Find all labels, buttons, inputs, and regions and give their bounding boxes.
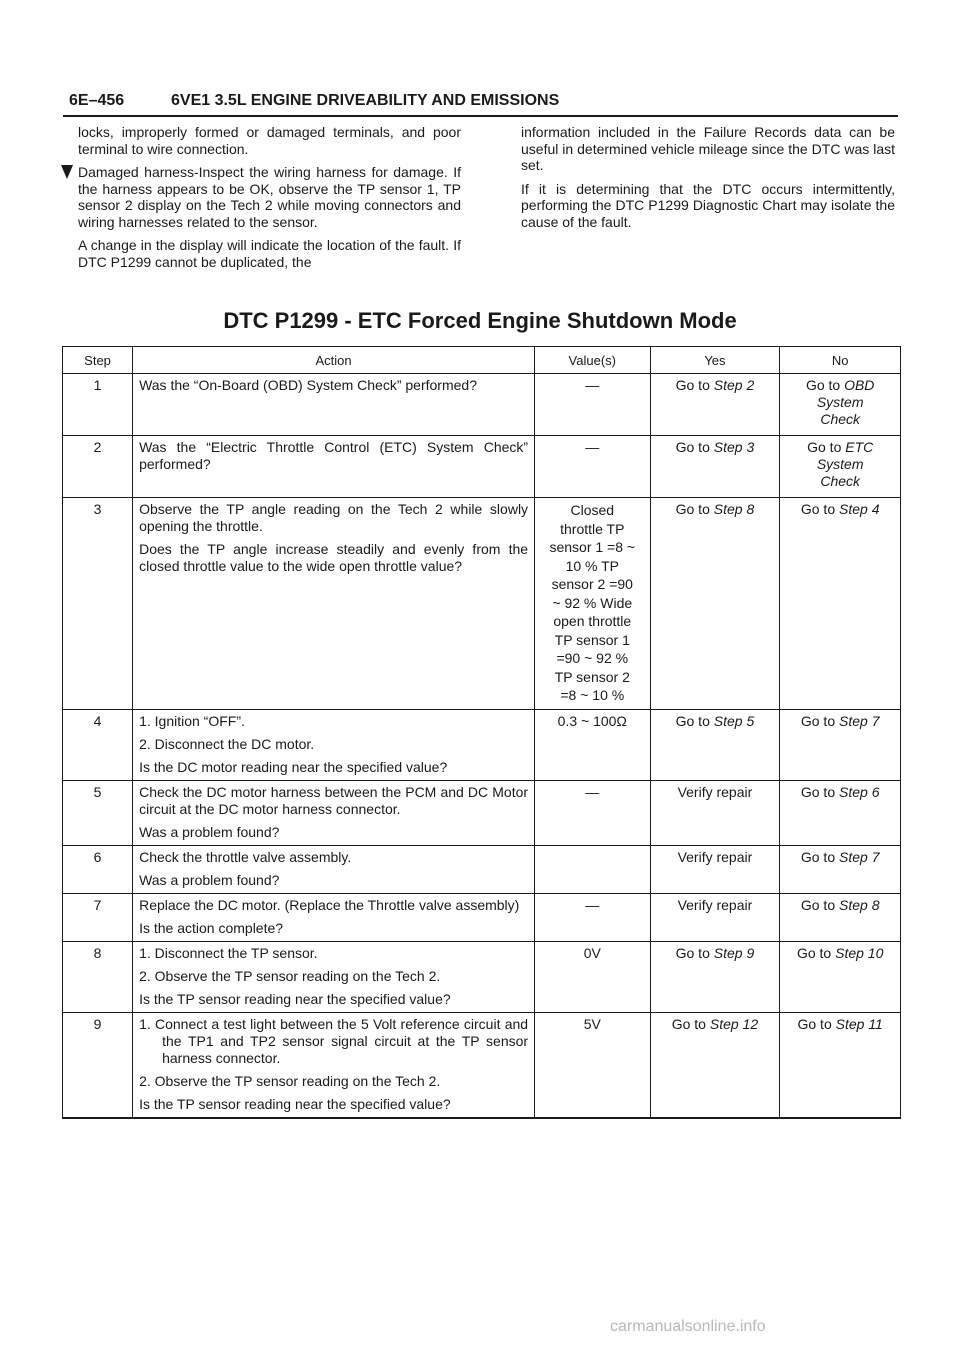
page-title: 6VE1 3.5L ENGINE DRIVEABILITY AND EMISSIONS <box>171 92 560 109</box>
yes-cell: Verify repair <box>650 845 780 893</box>
action-text: Is the TP sensor reading near the specified value? <box>139 1095 451 1112</box>
action-text: 2. Observe the TP sensor reading on the Tech 2. <box>139 967 441 984</box>
go-to-label: Go to <box>800 712 836 729</box>
bullet-text: Damaged harness-Inspect the wiring harness for damage. If the harness appears to be OK, observe the TP sensor 1, TP sensor 2 display on the Tech 2 while moving connectors and wiring harnesses related to the sensor. <box>78 164 461 230</box>
value-line: sensor 2 =90 <box>551 576 633 592</box>
triangle-bullet-icon <box>61 165 73 179</box>
go-to-label: Go to <box>800 501 836 517</box>
header-action: Action <box>133 347 535 374</box>
table-row <box>63 498 901 710</box>
yes-cell <box>650 941 780 1012</box>
ref-text: Check <box>820 411 861 427</box>
value-line: TP sensor 1 <box>554 631 630 648</box>
yes-cell: Verify repair <box>650 780 780 845</box>
no-cell <box>780 436 901 498</box>
section-title: DTC P1299 - ETC Forced Engine Shutdown Mode <box>223 308 737 333</box>
action-text: Is the action complete? <box>139 919 284 936</box>
go-to-label: Go to <box>675 501 710 517</box>
go-to-label: Go to <box>800 896 836 913</box>
action-cell <box>133 436 535 498</box>
no-cell <box>780 1012 901 1118</box>
step-cell: 5 <box>63 780 133 845</box>
step-cell: 3 <box>63 498 133 710</box>
step-cell: 2 <box>63 436 133 498</box>
step-ref: Step 12 <box>709 1015 759 1032</box>
value-cell: 5V <box>535 1012 650 1118</box>
ref-text: ETC <box>845 439 874 455</box>
step-ref: Step 4 <box>839 501 880 517</box>
ref-text: System <box>816 456 864 472</box>
value-line: open throttle <box>553 613 632 629</box>
action-text: Was a problem found? <box>139 871 280 888</box>
yes-cell <box>650 436 780 498</box>
go-to-label: Go to <box>797 1015 832 1032</box>
go-to-label: Go to <box>796 944 832 961</box>
go-to-label: Go to <box>671 1015 706 1032</box>
value-cell: 0.3 ~ 100Ω <box>535 709 650 780</box>
go-to-label: Go to <box>675 439 710 455</box>
action-text: 1. Disconnect the TP sensor. <box>139 944 318 961</box>
action-cell <box>133 1012 535 1118</box>
value-cell: — <box>535 893 650 941</box>
action-text: Is the DC motor reading near the specified value? <box>139 758 448 775</box>
intro-paragraph: If it is determining that the DTC occurs intermittently, performing the DTC P1299 Diagnostic Chart may isolate the cause of the fault. <box>521 180 895 230</box>
action-text: Check the DC motor harness between the PCM and DC Motor circuit at the DC motor harness connector. <box>139 783 529 817</box>
table-row <box>63 436 901 498</box>
step-cell: 6 <box>63 845 133 893</box>
table-row <box>63 780 901 845</box>
action-text: 2. Observe the TP sensor reading on the Tech 2. <box>139 1072 441 1089</box>
no-cell <box>780 941 901 1012</box>
page-header <box>63 90 898 118</box>
step-ref: Step 5 <box>713 712 755 729</box>
yes-cell <box>650 498 780 710</box>
table-row <box>63 709 901 780</box>
go-to-label: Go to <box>675 712 710 729</box>
no-cell <box>780 709 901 780</box>
header-step: Step <box>63 347 133 374</box>
yes-cell: Verify repair <box>650 893 780 941</box>
value-line: =90 ~ 92 % <box>556 650 629 666</box>
action-text: 1. Connect a test light between the 5 Volt reference circuit and the TP1 and TP2 sensor signal circuit at the TP sensor harness connector. <box>139 1015 529 1066</box>
no-cell <box>780 498 901 710</box>
value-line: throttle TP <box>560 520 625 537</box>
value-line: ~ 92 % Wide <box>552 594 633 611</box>
go-to-label: Go to <box>805 377 841 393</box>
intro-paragraph: information included in the Failure Records data can be useful in determined vehicle mileage since the DTC was last set. <box>521 124 895 173</box>
diagnostic-table <box>62 346 901 1119</box>
action-cell <box>133 498 535 710</box>
action-cell <box>133 845 535 893</box>
step-ref: Step 9 <box>713 944 755 961</box>
step-ref: Step 10 <box>835 944 884 961</box>
ref-text: System <box>816 394 864 410</box>
step-ref: Step 2 <box>713 377 755 393</box>
value-line: Closed <box>570 502 615 518</box>
go-to-label: Go to <box>675 944 710 961</box>
ref-text: OBD <box>844 377 875 393</box>
intro-right-column <box>521 124 895 237</box>
bullet-paragraph <box>78 164 461 230</box>
page-number: 6E–456 <box>69 92 125 109</box>
value-cell <box>535 845 650 893</box>
action-text: Was the “On-Board (OBD) System Check” performed? <box>139 377 477 393</box>
value-cell: 0V <box>535 941 650 1012</box>
step-ref: Step 3 <box>713 439 755 455</box>
yes-cell <box>650 374 780 436</box>
step-cell: 7 <box>63 893 133 941</box>
value-line: sensor 1 =8 ~ <box>549 539 636 555</box>
ref-text: Check <box>820 473 861 489</box>
yes-cell <box>650 709 780 780</box>
action-cell <box>133 780 535 845</box>
step-ref: Step 7 <box>839 848 880 865</box>
intro-left-column <box>78 124 461 277</box>
table-row <box>63 941 901 1012</box>
no-cell <box>780 780 901 845</box>
value-cell: — <box>535 780 650 845</box>
table-header-row <box>63 347 901 374</box>
header-rule <box>63 115 898 117</box>
action-text: 2. Disconnect the DC motor. <box>139 735 315 752</box>
no-cell <box>780 374 901 436</box>
table-row <box>63 893 901 941</box>
step-ref: Step 6 <box>839 783 880 800</box>
action-text: Does the TP angle increase steadily and evenly from the closed throttle value to the wide open throttle value? <box>139 541 529 574</box>
action-text: Observe the TP angle reading on the Tech 2 while slowly opening the throttle. <box>139 501 529 534</box>
action-text: Replace the DC motor. (Replace the Throttle valve assembly) <box>139 896 520 913</box>
action-text: Was a problem found? <box>139 823 280 840</box>
go-to-label: Go to <box>800 848 836 865</box>
header-no: No <box>780 347 901 374</box>
intro-paragraph: A change in the display will indicate the location of the fault. If DTC P1299 cannot be duplicated, the <box>78 237 461 270</box>
table-row <box>63 845 901 893</box>
action-text: Check the throttle valve assembly. <box>139 848 352 865</box>
action-cell <box>133 709 535 780</box>
go-to-label: Go to <box>800 783 836 800</box>
value-cell: — <box>535 436 650 498</box>
action-cell <box>133 893 535 941</box>
step-cell: 4 <box>63 709 133 780</box>
no-cell <box>780 893 901 941</box>
action-cell <box>133 374 535 436</box>
header-values: Value(s) <box>535 347 650 374</box>
intro-paragraph: locks, improperly formed or damaged terminals, and poor terminal to wire connection. <box>78 124 461 157</box>
table-row <box>63 374 901 436</box>
action-cell <box>133 941 535 1012</box>
no-cell <box>780 845 901 893</box>
step-ref: Step 11 <box>835 1015 883 1032</box>
action-text: 1. Ignition “OFF”. <box>139 712 245 729</box>
go-to-label: Go to <box>807 439 842 455</box>
value-cell: — <box>535 374 650 436</box>
action-text: Was the “Electric Throttle Control (ETC) System Check” performed? <box>139 439 529 472</box>
step-cell: 1 <box>63 374 133 436</box>
yes-cell <box>650 1012 780 1118</box>
step-cell: 9 <box>63 1012 133 1118</box>
action-text: Is the TP sensor reading near the specified value? <box>139 990 451 1007</box>
step-ref: Step 7 <box>839 712 880 729</box>
step-ref: Step 8 <box>713 501 755 517</box>
value-line: TP sensor 2 <box>554 668 630 685</box>
value-cell <box>535 498 650 710</box>
value-line: 10 % TP <box>565 557 619 574</box>
watermark: carmanualsonline.info <box>610 1318 766 1335</box>
header-yes: Yes <box>650 347 780 374</box>
table-row <box>63 1012 901 1118</box>
step-ref: Step 8 <box>839 896 880 913</box>
step-cell: 8 <box>63 941 133 1012</box>
go-to-label: Go to <box>675 377 710 393</box>
value-line: =8 ~ 10 % <box>560 687 625 703</box>
